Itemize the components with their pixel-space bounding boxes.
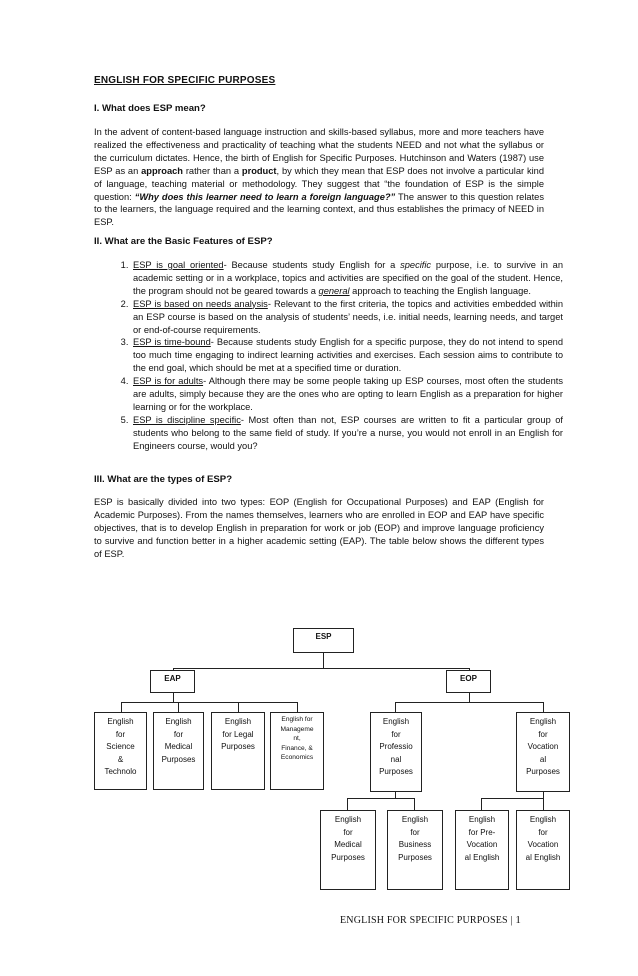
features-list: [112, 259, 563, 453]
english-for-legal-purposes-node: English for Legal Purposes: [211, 712, 265, 790]
connector-line: [469, 692, 470, 702]
connector-line: [297, 702, 298, 712]
list-item: 2. ESP is based on needs analysis- Relevant to the first criteria, the topics and activities embedded within an ESP course is based on the analysis of students’ needs, i.e. initial needs, learning needs, and target or end-of-course requirements.: [131, 298, 563, 337]
connector-line: [173, 692, 174, 702]
connector-line: [395, 702, 396, 712]
connector-line: [238, 702, 239, 712]
connector-line: [543, 702, 544, 712]
connector-line: [414, 798, 415, 810]
pre-vocational-english-node: English for Pre- Vocation al English: [455, 810, 509, 890]
connector-line: [481, 798, 543, 799]
eap-node: EAP: [150, 670, 195, 693]
connector-line: [347, 798, 348, 810]
eop-business-purposes-node: English for Business Purposes: [387, 810, 443, 890]
english-for-professional-purposes-node: English for Professio nal Purposes: [370, 712, 422, 792]
eop-node: EOP: [446, 670, 491, 693]
list-item: 1. ESP is goal oriented- Because students study English for a specific purpose, i.e. to survive in an academic setting or in a workplace, topics and activities are specified on the goal of the student. Hence, the program should not be geared towards a general approach to teaching the English language.: [131, 259, 563, 298]
section-1-paragraph: In the advent of content-based language instruction and skills-based syllabus, more and more teachers have realized the effectiveness and practicality of teaching what the students NEED and not what the syllabus or the curriculum dictates. Hence, the birth of English for Specific Purposes. Hutchinson and Waters (1987) use ESP as an approach rather than a product, by which they mean that ESP does not involve a particular kind of language, teaching material or methodology. They suggest that “the foundation of ESP is the simple question: “Why does this learner need to learn a foreign language?” The answer to this question relates to the learners, the language required and the learning context, and thus establishes the primacy of NEED in ESP.: [94, 127, 545, 228]
document-title: ENGLISH FOR SPECIFIC PURPOSES: [94, 75, 276, 86]
section-3-heading: III. What are the types of ESP?: [94, 474, 233, 485]
connector-line: [178, 702, 179, 712]
english-for-medical-purposes-node: English for Medical Purposes: [153, 712, 204, 790]
vocational-english-node: English for Vocation al English: [516, 810, 570, 890]
list-item: 5. ESP is discipline specific- Most often than not, ESP courses are written to fit a particular group of students who belong to the same field of study. If you’re a nurse, you would not enroll in an English for Engineers course, would you?: [131, 414, 563, 453]
eop-medical-purposes-node: English for Medical Purposes: [320, 810, 376, 890]
section-2-heading: II. What are the Basic Features of ESP?: [94, 236, 273, 247]
esp-node: ESP: [293, 628, 354, 653]
connector-line: [543, 798, 544, 810]
english-for-management-node: English for Manageme nt, Finance, & Economics: [270, 712, 324, 790]
english-for-vocational-purposes-node: English for Vocation al Purposes: [516, 712, 570, 792]
list-item: 3. ESP is time-bound- Because students study English for a specific purpose, they do not intend to spend too much time engaging to indirect learning activities and exercises. Each session aims to contribute to the end goal, which should be met at a specified time or duration.: [131, 336, 563, 375]
english-for-science-technology-node: English for Science & Technolo: [94, 712, 147, 790]
connector-line: [481, 798, 482, 810]
connector-line: [173, 668, 469, 669]
section-3-paragraph: ESP is basically divided into two types: EOP (English for Occupational Purposes) and EAP (English for Academic Purposes). From the names themselves, learners who are enrolled in EOP and EAP have specific objectives, that is to develop English in preparation for work or job (EOP) and improve language proficiency to survive and function better in a higher academic setting (EAP). The table below shows the different types of ESP.: [94, 497, 544, 559]
connector-line: [121, 702, 122, 712]
section-1-heading: I. What does ESP mean?: [94, 103, 206, 114]
list-item: 4. ESP is for adults- Although there may be some people taking up ESP courses, most often the students are adults, simply because they are the ones who are opting to learn English as a preparation for higher learning or for the workplace.: [131, 375, 563, 414]
connector-line: [395, 702, 544, 703]
connector-line: [323, 652, 324, 668]
connector-line: [347, 798, 415, 799]
page-footer: ENGLISH FOR SPECIFIC PURPOSES | 1: [340, 914, 522, 926]
connector-line: [121, 702, 298, 703]
